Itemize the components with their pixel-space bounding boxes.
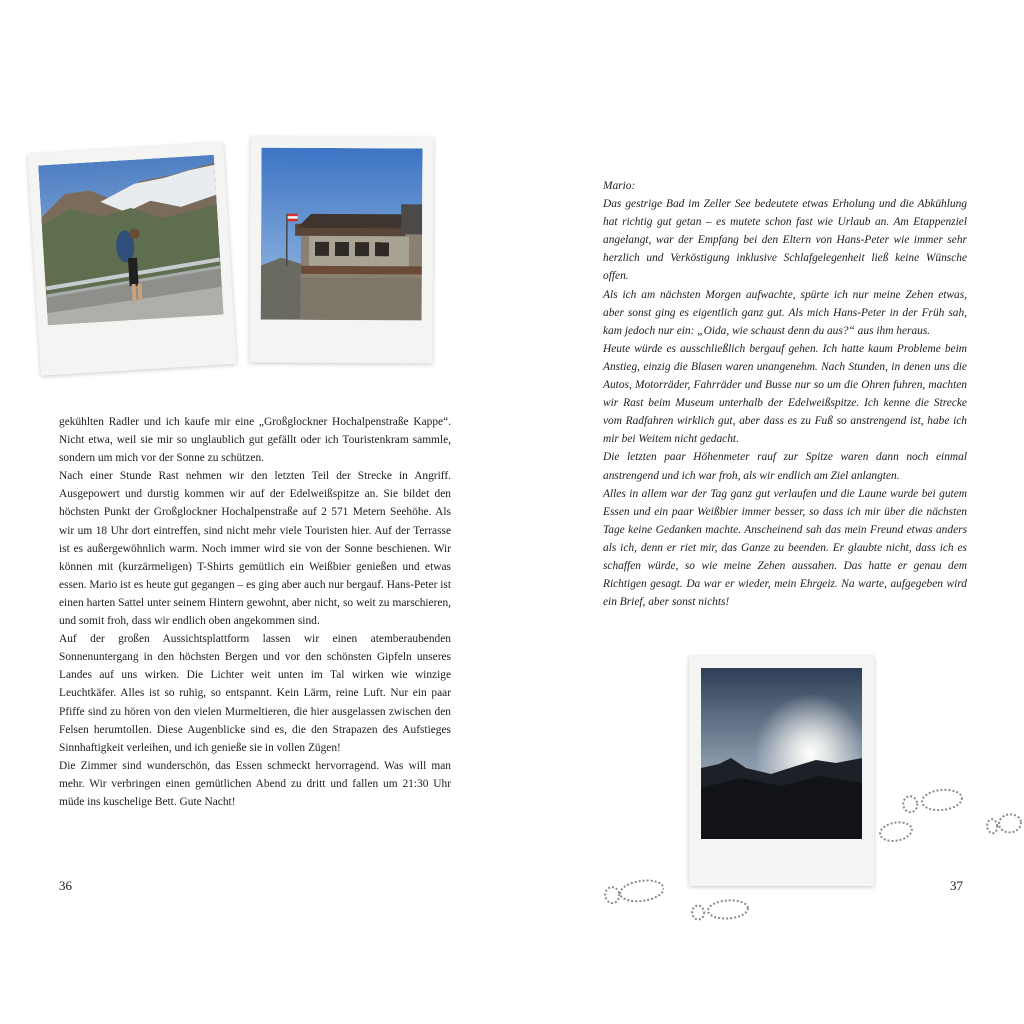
left-paragraph-3: Auf der großen Aussichtsplattform lassen wir einen atemberaubenden Sonnenuntergang in den höchsten Bergen und vor den schönsten Gipfeln unseres Landes auf uns wirken. Die Lichter weit unten im Tal wirken wie winzige Leuchtkäfer. Alles ist so ruhig, so entspannt. Kein Lärm, reine Luft. Nur ein paar Pfiffe sind zu hören von den vielen Murmeltieren, die hier ausgelassen zwischen den Felsen herumtollen. Diese Augenblicke sind es, die den Strapazen des Aufstieges Sinnhaftigkeit verleihen, und ich genieße sie in vollen Zügen! (59, 633, 451, 754)
right-paragraph-3: Heute würde es ausschließlich bergauf gehen. Ich hatte kaum Probleme beim Anstieg, einzig die Blasen waren unangenehm. Nach Stunden, in denen uns die Autos, Motorräder, Fahrräder und Busse nur so um die Ohren fuhren, machten wir Rast beim Museum unterhalb der Edelweißspitze. Ich kenne die Strecke vom Radfahren wirklich gut, aber dass es zu Fuß so anstrengend ist, habe ich mir bei Weitem nicht gedacht. (603, 342, 967, 446)
right-paragraph-4: Die letzten paar Höhenmeter rauf zur Spitze waren dann noch einmal anstrengend und ich war froh, als wir endlich am Ziel anlangten. (603, 451, 967, 482)
right-paragraph-2: Als ich am nächsten Morgen aufwachte, spürte ich nur meine Zehen etwas, aber sonst ging es eigentlich ganz gut. Als mich Hans-Peter in der Früh sah, kam jedoch nur ein: „Oida, wie schaust denn du aus?“ aus ihm heraus. (603, 288, 967, 337)
shoe-print-icon (603, 876, 666, 908)
photo-mountain-hut (261, 148, 423, 321)
speaker-label: Mario: (603, 180, 636, 192)
left-paragraph-1: gekühlten Radler und ich kaufe mir eine „Großglockner Hochalpenstraße Kappe“. Nicht etwa, weil sie mir so unglaublich gut gefällt oder ich Touristenkram sammle, sondern um mich vor der Sonne zu schützen. (59, 416, 451, 465)
left-page-body (59, 413, 451, 811)
right-page-body (603, 177, 967, 611)
shoe-print-icon (985, 810, 1023, 838)
polaroid-photo-hut (249, 137, 433, 364)
page-number-right: 37 (950, 878, 963, 893)
shoe-print-icon (899, 785, 965, 818)
shoe-print-icon (689, 896, 751, 924)
polaroid-photo-sunset (689, 656, 874, 886)
left-paragraph-4: Die Zimmer sind wunderschön, das Essen schmeckt hervorragend. Was will man mehr. Wir verbringen einen gemütlichen Abend zu dritt und fallen um 21:30 Uhr müde ins kuschelige Bett. Gute Nacht! (59, 759, 451, 808)
left-paragraph-2: Nach einer Stunde Rast nehmen wir den letzten Teil der Strecke in Angriff. Ausgepowert und durstig kommen wir auf der Edelweißspitze an. Sie bildet den höchsten Punkt der Großglockner Hochalpenstraße auf 2 571 Metern Seehöhe. Als wir um 18 Uhr dort eintreffen, sind nicht mehr viele Touristen hier. Auf der Terrasse ist es außergewöhnlich warm. Noch immer wird sie von der Sonne beschienen. Wir können mit (kurzärmeligen) T-Shirts gemütlich ein Weißbier genießen und etwas essen. Mario ist es heute gut gegangen – es ging aber auch nur bergauf. Hans-Peter ist einen harten Sattel unter seinem Hintern gewohnt, aber nicht, so weit zu marschieren, und somit froh, dass wir endlich oben angekommen sind. (59, 470, 451, 628)
page-number-left: 36 (59, 878, 72, 893)
right-paragraph-1: Das gestrige Bad im Zeller See bedeutete etwas Erholung und die Abkühlung hat richtig gut getan – es mutete schon fast wie Urlaub an. Am Etappenziel angelangt, war der Empfang bei den Eltern von Hans-Peter wie immer sehr herzlich und Verköstigung inklusive Schlafgelegenheit ließ keine Wünsche offen. (603, 198, 967, 283)
photo-hiker-road (38, 155, 223, 325)
shoe-print-icon (872, 817, 916, 848)
right-paragraph-5: Alles in allem war der Tag ganz gut verlaufen und die Laune wurde bei gutem Essen und ein paar Weißbier immer besser, so dass ich mir über die nächsten Tage keine Gedanken machte. Anscheinend sah das mein Freund etwas anders als ich, denn er riet mir, das Ganze zu beenden. Er glaubte nicht, dass ich es schaffen würde, so wie meine Zehen aussahen. Das hatte er genau dem Richtigen gesagt. Da war er wieder, mein Ehrgeiz. Na warte, aufgegeben wird ein Brief, aber sonst nichts! (603, 487, 967, 609)
photo-sunset-mountains (701, 668, 862, 839)
polaroid-photo-hiker (27, 142, 236, 376)
